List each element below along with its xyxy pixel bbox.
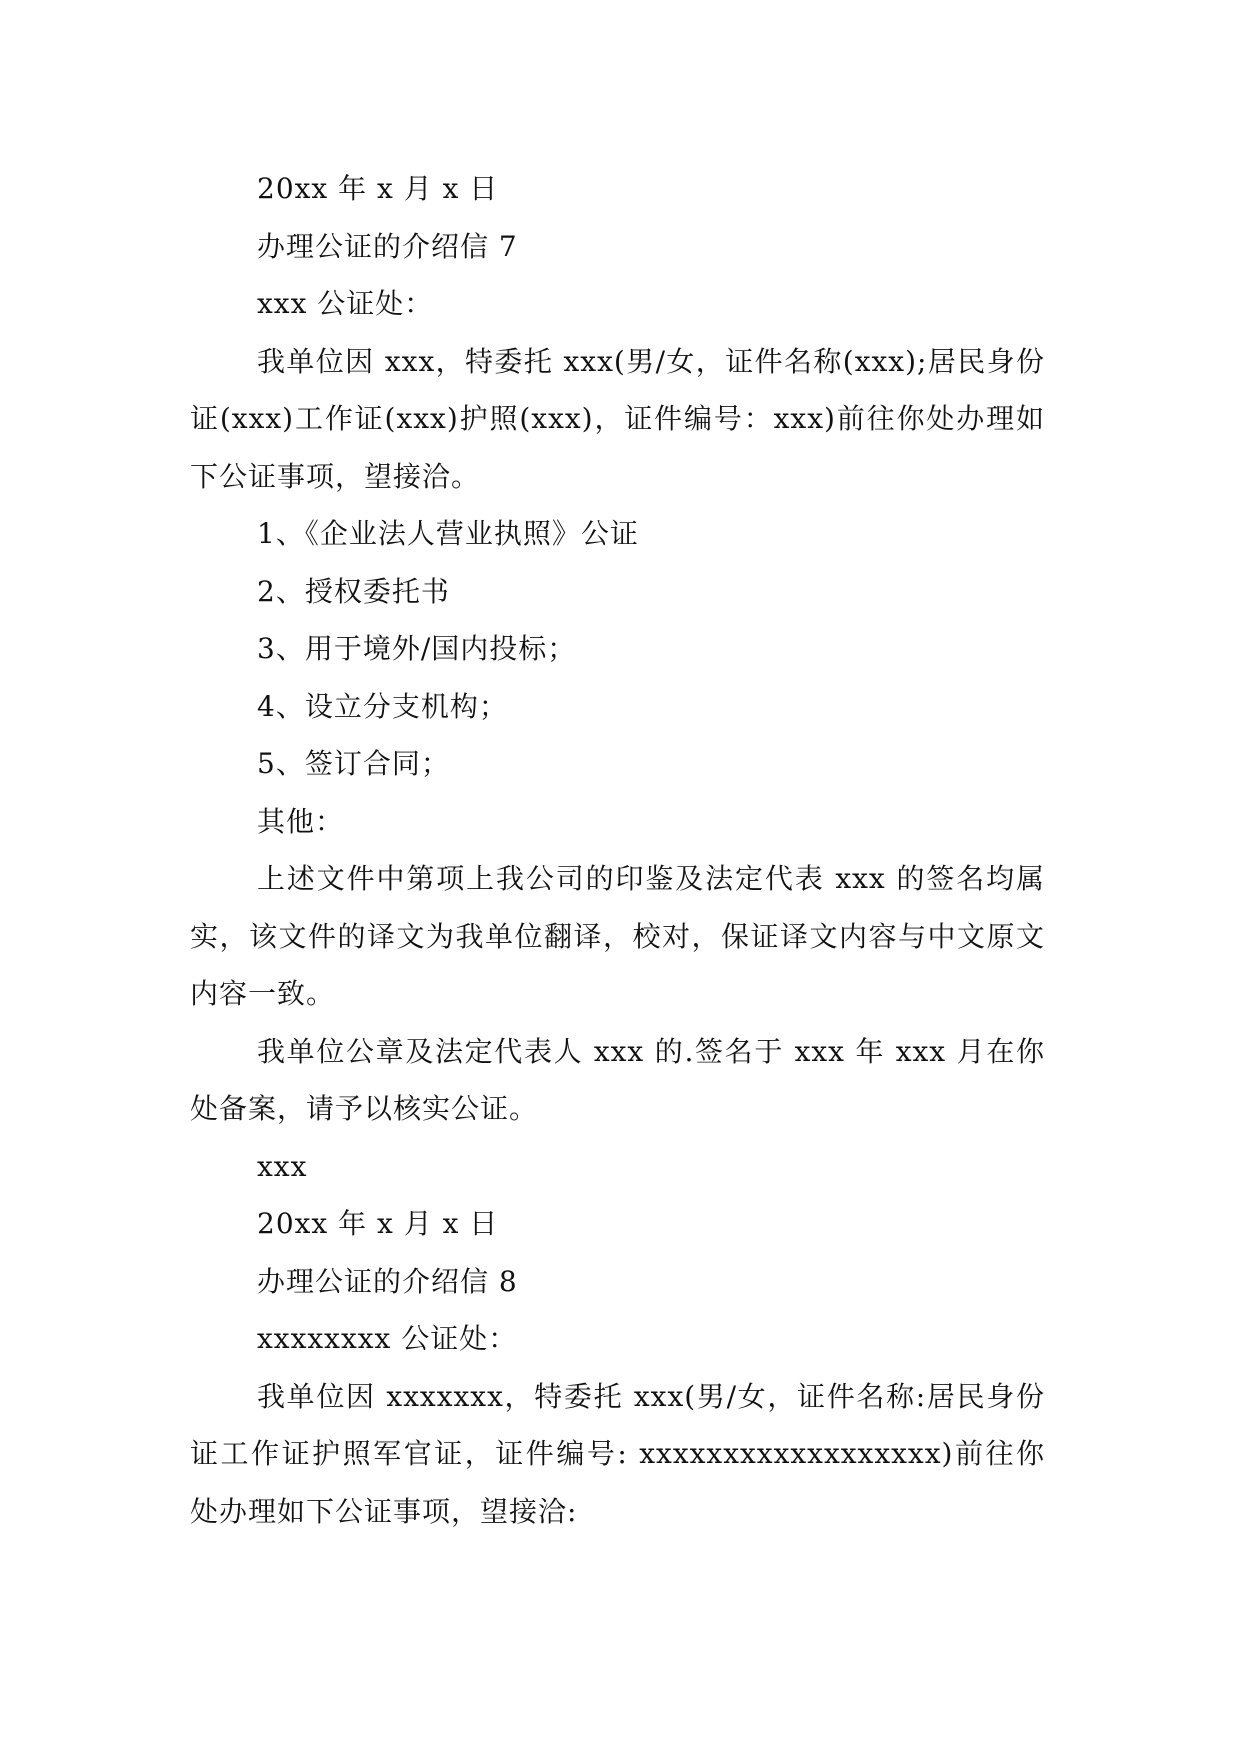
list-item: 4、设立分支机构； <box>257 689 508 723</box>
list-item: 5、签订合同； <box>257 747 450 780</box>
body-paragraph: 我单位公章及法定代表人 xxx 的.签名于 xxx 年 xxx 月在你处备案，请予以核实公证。 <box>190 1034 1045 1125</box>
date-line: 20xx 年 x 月 x 日 <box>257 172 499 205</box>
list-item: 2、授权委托书 <box>257 574 450 608</box>
salutation: xxxxxxxx 公证处： <box>257 1322 518 1355</box>
list-item: 1、《企业法人营业执照》公证 <box>257 517 639 550</box>
date-line: 20xx 年 x 月 x 日 <box>257 1207 499 1240</box>
body-paragraph: 上述文件中第项上我公司的印鉴及法定代表 xxx 的签名均属实，该文件的译文为我单位翻译，校对，保证译文内容与中文原文内容一致。 <box>190 862 1045 1010</box>
body-paragraph: 我单位因 xxx，特委托 xxx(男/女，证件名称(xxx);居民身份证(xxx)工作证(xxx)护照(xxx)，证件编号：xxx)前往你处办理如下公证事项，望接洽。 <box>190 344 1045 493</box>
list-item-other: 其他： <box>257 804 345 838</box>
signature-line: xxx <box>257 1149 308 1183</box>
salutation: xxx 公证处： <box>257 287 434 320</box>
document-body <box>190 160 1045 1540</box>
body-paragraph: 我单位因 xxxxxxx，特委托 xxx(男/女，证件名称:居民身份证工作证护照军官证，证件编号: xxxxxxxxxxxxxxxxxx)前往你处办理如下公证事项，望接洽: <box>190 1379 1045 1528</box>
letter-heading: 办理公证的介绍信 8 <box>257 1264 518 1298</box>
letter-heading: 办理公证的介绍信 7 <box>257 229 518 263</box>
list-item: 3、用于境外/国内投标； <box>257 632 577 665</box>
